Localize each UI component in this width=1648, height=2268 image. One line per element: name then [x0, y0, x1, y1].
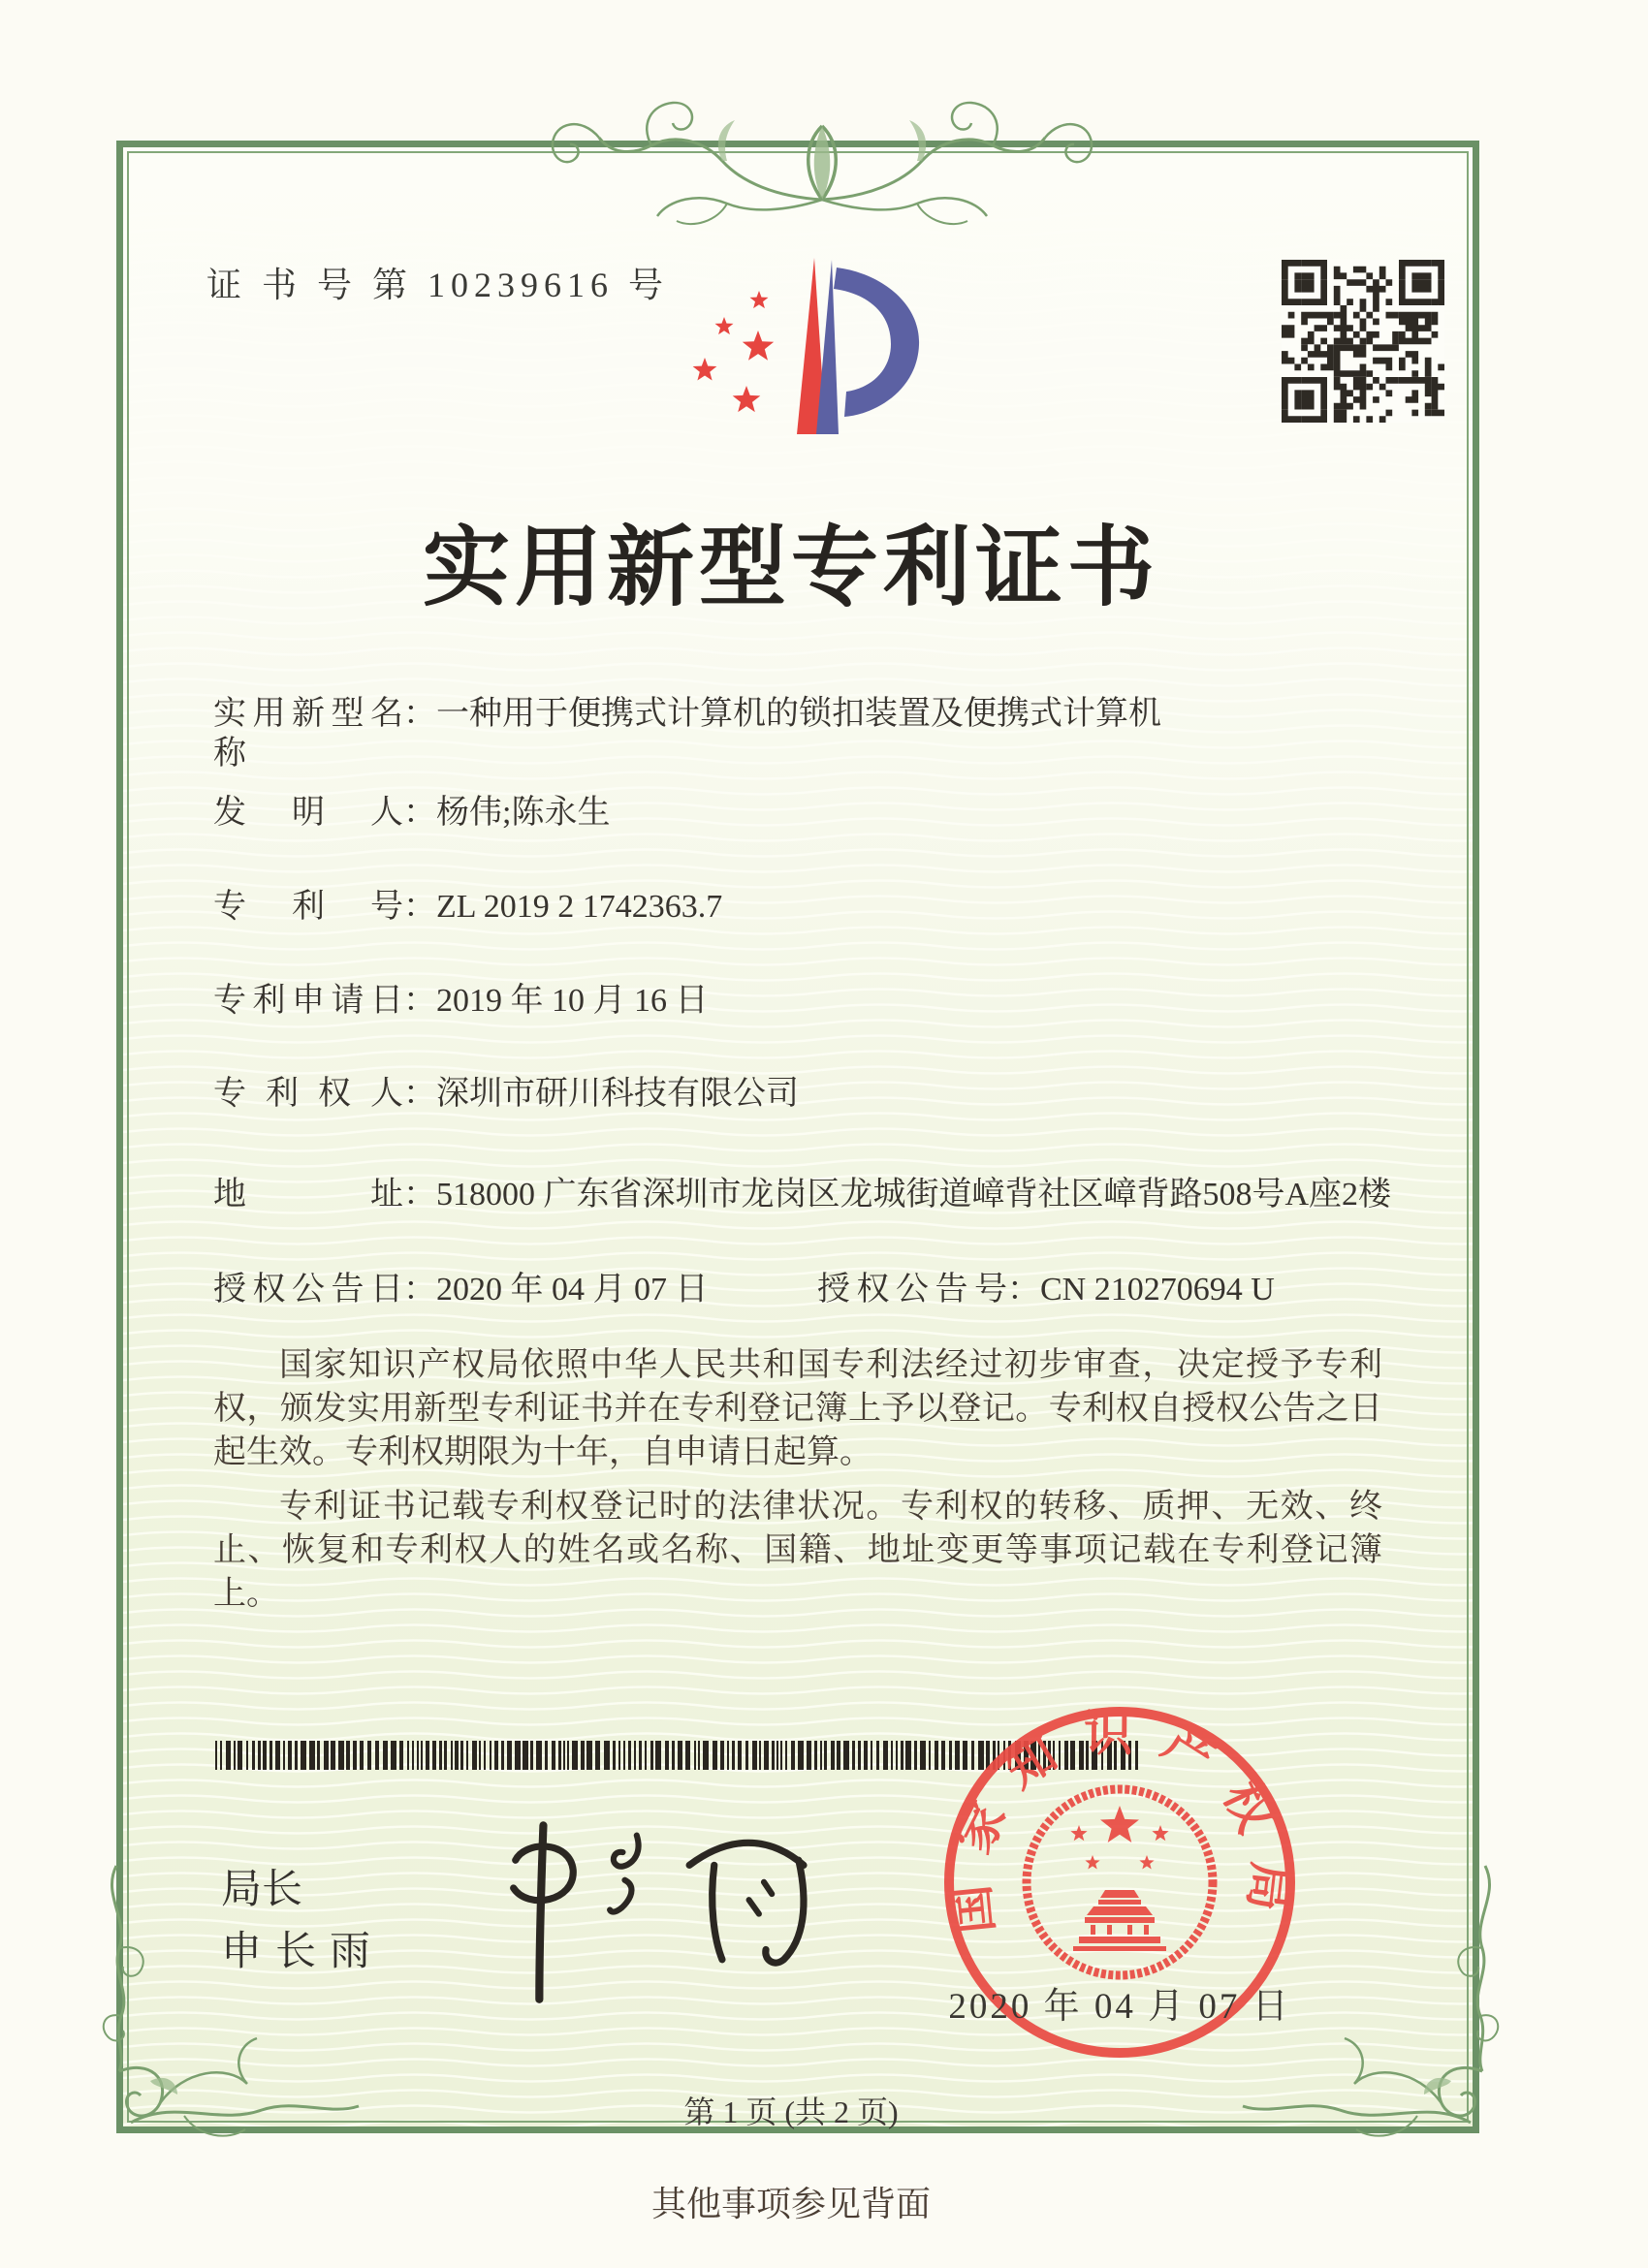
field-value-patentee: 深圳市研川科技有限公司 — [436, 1076, 799, 1112]
field-row-patent-number — [213, 887, 722, 927]
seal-emblem-stars — [1070, 1806, 1168, 1870]
field-value-address: 518000 广东省深圳市龙岗区龙城街道嶂背社区嶂背路508号A座2楼 — [436, 1177, 1392, 1213]
legal-paragraph-2: 专利证书记载专利权登记时的法律状况。专利权的转移、质押、无效、终止、恢复和专利权人的姓名或名称、国籍、地址变更等事项记载在专利登记簿上。 — [213, 1489, 1382, 1612]
field-label-grant-date: 授权公告日 — [213, 1272, 403, 1307]
field-value-inventor: 杨伟;陈永生 — [436, 795, 611, 831]
back-side-note: 其他事项参见背面 — [650, 2185, 931, 2223]
director-name: 申长雨 — [221, 1930, 385, 1974]
field-label-patent-number: 专利号 — [213, 889, 403, 925]
field-label-name: 实用新型名称 — [213, 696, 403, 772]
field-label-patentee: 专利权人 — [213, 1076, 403, 1112]
field-colon: ： — [403, 1177, 436, 1213]
field-label-grant-number: 授权公告号 — [817, 1272, 1007, 1307]
cnipa-logo — [674, 244, 926, 438]
qr-code — [1282, 260, 1444, 423]
field-value-patent-number: ZL 2019 2 1742363.7 — [436, 889, 723, 925]
field-label-filing-date: 专利申请日 — [213, 983, 403, 1019]
logo-stars — [693, 291, 775, 412]
field-row-grant — [213, 1270, 1275, 1309]
seal-date: 2020 年 04 月 07 日 — [948, 1987, 1291, 2027]
director-title: 局长 — [221, 1868, 303, 1912]
field-row-inventor — [213, 793, 610, 833]
field-value-name: 一种用于便携式计算机的锁扣装置及便携式计算机 — [436, 696, 1161, 732]
field-colon: ： — [403, 983, 436, 1019]
field-label-address: 地址 — [213, 1177, 403, 1213]
field-value-filing-date: 2019 年 10 月 16 日 — [436, 983, 709, 1019]
field-colon: ： — [403, 696, 436, 732]
logo-blue-bowl — [834, 268, 919, 417]
official-seal — [935, 1698, 1304, 2066]
field-colon: ： — [403, 889, 436, 925]
field-colon: ： — [1007, 1272, 1040, 1307]
legal-paragraph-1: 国家知识产权局依照中华人民共和国专利法经过初步审查，决定授予专利权，颁发实用新型专利证书并在专利登记簿上予以登记。专利权自授权公告之日起生效。专利权期限为十年，自申请日起算。 — [213, 1347, 1382, 1470]
field-row-name — [213, 694, 1161, 773]
page-number: 第 1 页 (共 2 页) — [683, 2095, 899, 2129]
legal-text — [213, 1343, 1382, 1616]
field-colon: ： — [403, 795, 436, 831]
field-value-grant-number: CN 210270694 U — [1040, 1272, 1275, 1307]
certificate-title: 实用新型专利证书 — [423, 520, 1159, 616]
field-row-patentee — [213, 1074, 799, 1114]
certificate-number: 证 书 号 第 10239616 号 — [206, 266, 670, 304]
field-colon: ： — [403, 1272, 436, 1307]
field-row-address — [213, 1175, 1406, 1214]
director-signature — [465, 1811, 824, 2009]
field-group-grant-number — [817, 1270, 1275, 1309]
field-label-inventor: 发明人 — [213, 795, 403, 831]
seal-ring-text: 国家知识产权局 — [941, 1706, 1299, 1939]
field-row-filing-date — [213, 981, 709, 1021]
seal-national-emblem — [1027, 1789, 1213, 1975]
top-center-ornament — [553, 103, 1092, 224]
field-colon: ： — [403, 1076, 436, 1112]
field-value-grant-date: 2020 年 04 月 07 日 — [436, 1272, 709, 1307]
